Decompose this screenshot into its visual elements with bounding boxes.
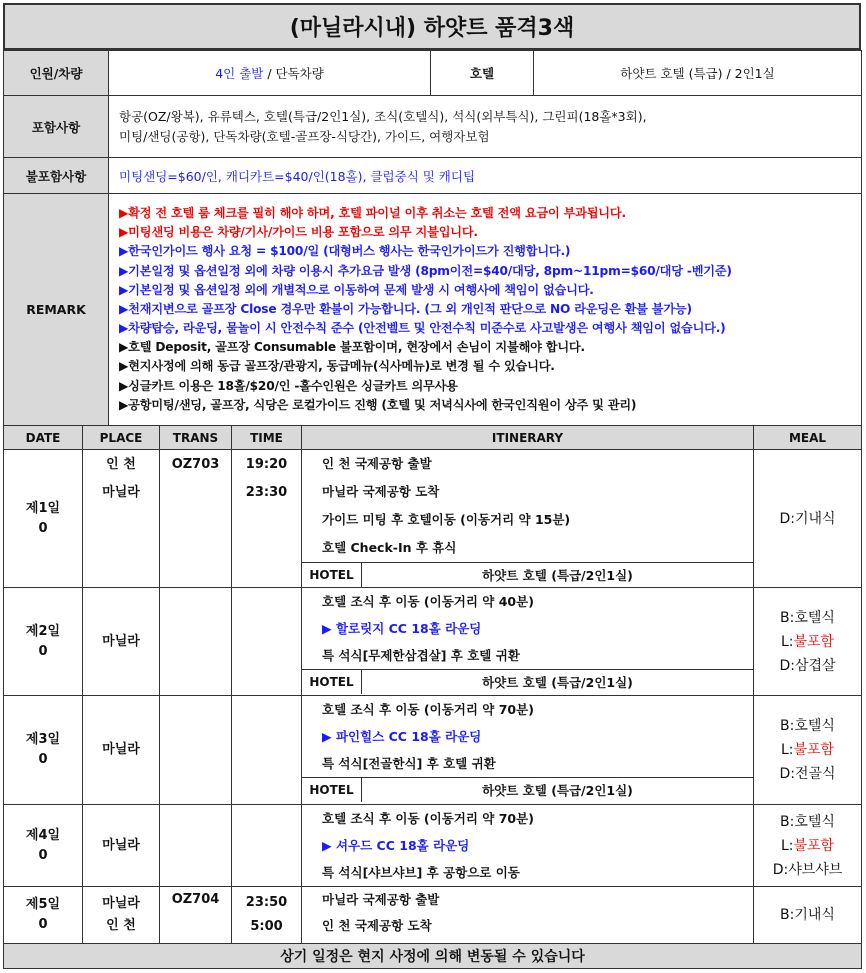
hotel-bar <box>302 777 753 802</box>
meal-breakfast: B:호텔식 <box>780 813 835 830</box>
day-row-2 <box>4 588 862 696</box>
meal-lunch-value: 불포함 <box>793 742 835 758</box>
trans-cell <box>160 887 232 944</box>
itinerary-line: 호텔 Check-In 후 휴식 <box>322 540 457 555</box>
trans-cell <box>160 450 232 588</box>
flight-number: OZ704 <box>171 892 220 907</box>
meal-breakfast: B:호텔식 <box>780 718 835 734</box>
col-trans: TRANS <box>160 426 232 450</box>
remark-list <box>109 194 862 426</box>
hotel-bar-label: HOTEL <box>302 778 362 802</box>
itinerary-line: 특 석식[전골한식] 후 호텔 귀환 <box>322 756 496 771</box>
itinerary-line: 특 석식[무제한삼겹살] 후 호텔 귀환 <box>322 648 520 663</box>
hotel-bar-value: 하얏트 호텔 (특급/2인1실) <box>482 568 633 583</box>
meal-lunch-prefix: L: <box>780 742 794 758</box>
place-2: 인 천 <box>106 918 136 933</box>
place-cell: 마닐라 <box>83 696 160 805</box>
day-row-3 <box>4 696 862 805</box>
remark-item: ▶한국인가이드 행사 요청 = $100/일 (대형버스 행사는 한국인가이드가 진행합니다.) <box>119 244 571 259</box>
footer-note: 상기 일정은 현지 사정에 의해 변동될 수 있습니다 <box>4 944 862 969</box>
itinerary-cell <box>302 887 754 944</box>
meal-lunch <box>754 630 861 654</box>
exclude-label: 불포함사항 <box>4 158 109 194</box>
place-1: 인 천 <box>106 457 136 472</box>
meal-breakfast: B:기내식 <box>780 907 835 923</box>
golf-round-line: ▶ 셔우드 CC 18홀 라운딩 <box>322 838 470 853</box>
day-name: 제5일 <box>25 897 61 912</box>
remark-item: ▶싱글카트 이용은 18홀/$20/인 -홀수인원은 싱글카트 의무사용 <box>119 378 458 393</box>
day-name: 제3일 <box>25 732 61 747</box>
time-1: 19:20 <box>245 457 288 472</box>
flight-number: OZ703 <box>171 457 220 472</box>
hotel-bar-label: HOTEL <box>302 670 362 694</box>
include-line-2: 미팅/샌딩(공항), 단독차량(호텔-골프장-식당간), 가이드, 여행자보험 <box>119 128 490 144</box>
day-label <box>4 696 83 805</box>
include-value <box>109 96 862 158</box>
day-row-1 <box>4 450 862 588</box>
day-num: 0 <box>38 917 48 932</box>
hotel-bar-value: 하얏트 호텔 (특급/2인1실) <box>482 783 633 798</box>
meal-lunch <box>754 738 861 762</box>
col-time: TIME <box>232 426 302 450</box>
day-label <box>4 805 83 887</box>
remark-item: ▶호텔 Deposit, 골프장 Consumable 불포함이며, 현장에서 손님이 지불해야 합니다. <box>119 340 585 355</box>
itinerary-cell <box>302 696 754 805</box>
meal-dinner: D:삼겹살 <box>779 657 836 674</box>
meal-lunch-value: 불포함 <box>793 633 835 650</box>
itinerary-cell <box>302 450 754 588</box>
meal-cell <box>754 696 862 805</box>
col-meal: MEAL <box>754 426 862 450</box>
place-cell: 마닐라 <box>83 805 160 887</box>
remark-item: ▶차량탑승, 라운딩, 물놀이 시 안전수칙 준수 (안전벨트 및 안전수칙 미준수로 사고발생은 여행사 책임이 없습니다.) <box>119 321 726 336</box>
itinerary-line: 가이드 미팅 후 호텔이동 (이동거리 약 15분) <box>322 512 571 527</box>
meal-cell <box>754 887 862 944</box>
people-count: 4인 출발 <box>215 66 264 81</box>
itinerary-cell <box>302 588 754 696</box>
col-place: PLACE <box>83 426 160 450</box>
itinerary-line: 인 천 국제공항 출발 <box>322 456 432 471</box>
day-label <box>4 588 83 696</box>
meal-dinner: D:샤브샤브 <box>772 861 843 878</box>
day-num: 0 <box>38 752 48 767</box>
golf-round-line: ▶ 파인힐스 CC 18홀 라운딩 <box>322 729 482 744</box>
day-row-5 <box>4 887 862 944</box>
meal-dinner: D:전골식 <box>779 766 836 782</box>
itinerary-line: 인 천 국제공항 도착 <box>322 918 432 933</box>
time-1: 23:50 <box>245 895 288 910</box>
remark-label: REMARK <box>4 194 109 426</box>
itinerary-line: 마닐라 국제공항 출발 <box>322 892 440 907</box>
time-cell <box>232 588 302 696</box>
meal-cell <box>754 450 862 588</box>
itinerary-line: 호텔 조식 후 이동 (이동거리 약 70분) <box>322 702 534 717</box>
time-2: 5:00 <box>250 919 283 934</box>
meal-lunch-value: 불포함 <box>793 837 835 854</box>
remark-item: ▶확정 전 호텔 룸 체크를 필히 해야 하며, 호텔 파이널 이후 취소는 호텔 전액 요금이 부과됩니다. <box>119 205 626 220</box>
place-2: 마닐라 <box>102 485 140 500</box>
day-name: 제2일 <box>25 623 61 639</box>
itinerary-line: 호텔 조식 후 이동 (이동거리 약 70분) <box>322 811 534 826</box>
remark-item: ▶공항미팅/샌딩, 골프장, 식당은 로컬가이드 진행 (호텔 및 저녁식사에 한국인직원이 상주 및 관리) <box>119 397 637 412</box>
hotel-bar-value: 하얏트 호텔 (특급/2인1실) <box>482 675 633 690</box>
include-line-1: 항공(OZ/왕복), 유류텍스, 호텔(특급/2인1실), 조식(호텔식), 석식(외부특식), 그린피(18홀*3회), <box>119 108 647 124</box>
hotel-bar <box>302 669 753 694</box>
place-1: 마닐라 <box>102 896 140 911</box>
hotel-bar <box>302 562 753 587</box>
itinerary-line: 호텔 조식 후 이동 (이동거리 약 40분) <box>322 594 534 609</box>
meal-lunch <box>754 834 861 858</box>
info-table <box>3 50 862 426</box>
place-cell <box>83 450 160 588</box>
day-num: 0 <box>38 643 48 659</box>
schedule-table <box>3 425 862 969</box>
trans-cell <box>160 588 232 696</box>
remark-item: ▶현지사정에 의해 동급 골프장/관광지, 동급메뉴(식사메뉴)로 변경 될 수 있습니다. <box>119 359 555 374</box>
hotel-value: 하얏트 호텔 (특급) / 2인1실 <box>534 51 862 96</box>
itinerary-line: 특 석식[샤브샤브] 후 공항으로 이동 <box>322 865 520 880</box>
time-cell <box>232 696 302 805</box>
itinerary-cell <box>302 805 754 887</box>
place-cell: 마닐라 <box>83 588 160 696</box>
col-itinerary: ITINERARY <box>302 426 754 450</box>
meal-lunch-prefix: L: <box>780 837 794 854</box>
hotel-label: 호텔 <box>431 51 534 96</box>
day-row-4 <box>4 805 862 887</box>
day-name: 제1일 <box>25 500 61 516</box>
day-name: 제4일 <box>25 827 61 843</box>
day-num: 0 <box>38 520 48 536</box>
people-value <box>109 51 431 96</box>
golf-round-line: ▶ 할로릿지 CC 18홀 라운딩 <box>322 621 482 636</box>
time-cell <box>232 805 302 887</box>
meal-dinner: D:기내식 <box>779 510 836 527</box>
page-title: (마닐라시내) 하얏트 품격3색 <box>3 3 861 50</box>
col-date: DATE <box>4 426 83 450</box>
day-label <box>4 450 83 588</box>
meal-cell <box>754 588 862 696</box>
time-2: 23:30 <box>245 485 288 500</box>
remark-item: ▶기본일정 및 옵션일정 외에 차량 이용시 추가요금 발생 (8pm이전=$40/대당, 8pm~11pm=$60/대당 -벤기준) <box>119 263 732 278</box>
include-label: 포함사항 <box>4 96 109 158</box>
itinerary-line: 마닐라 국제공항 도착 <box>322 484 440 499</box>
remark-item: ▶기본일정 및 옵션일정 외에 개별적으로 이동하여 문제 발생 시 여행사에 책임이 없습니다. <box>119 282 594 297</box>
trans-cell <box>160 696 232 805</box>
remark-item: ▶천재지변으로 골프장 Close 경우만 환불이 가능합니다. (그 외 개인적 판단으로 NO 라운딩은 환불 불가능) <box>119 301 692 316</box>
time-cell <box>232 887 302 944</box>
time-cell <box>232 450 302 588</box>
meal-cell <box>754 805 862 887</box>
trans-cell <box>160 805 232 887</box>
remark-item: ▶미팅샌딩 비용은 차량/기사/가이드 비용 포함으로 의무 지불입니다. <box>119 225 478 240</box>
meal-breakfast: B:호텔식 <box>780 609 835 626</box>
hotel-bar-label: HOTEL <box>302 563 362 587</box>
vehicle-type: / 단독차량 <box>263 66 324 81</box>
day-num: 0 <box>38 847 48 863</box>
place-cell <box>83 887 160 944</box>
day-label <box>4 887 83 944</box>
meal-lunch-prefix: L: <box>780 633 794 650</box>
people-label: 인원/차량 <box>4 51 109 96</box>
exclude-value: 미팅샌딩=$60/인, 캐디카트=$40/인(18홀), 클럽중식 및 캐디팁 <box>109 158 862 194</box>
